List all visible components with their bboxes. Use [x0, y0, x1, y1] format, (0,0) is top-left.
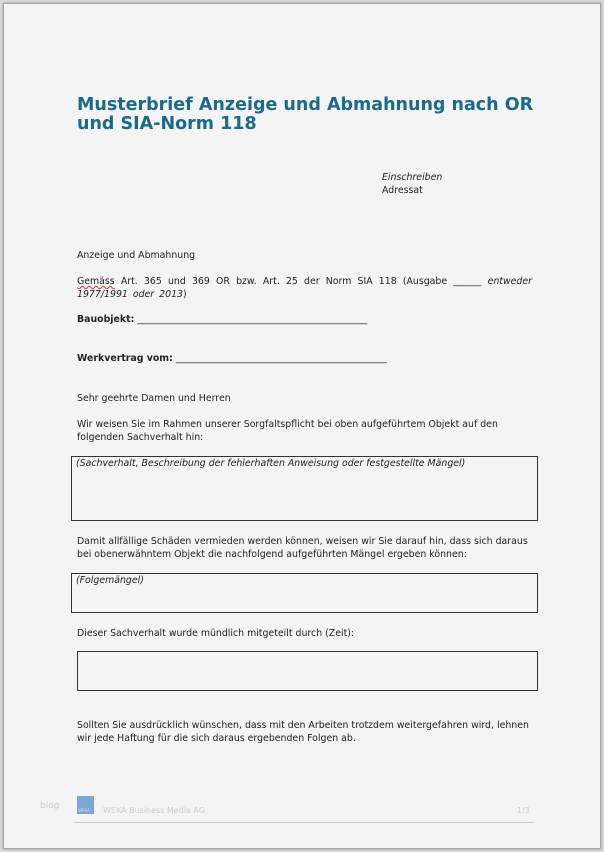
weka-logo-icon: [77, 796, 94, 814]
page-title: Musterbrief Anzeige und Abmahnung nach OR und SIA-Norm 118: [77, 95, 534, 134]
folgemaengel-placeholder: (Folgemängel): [76, 575, 144, 586]
werkvertrag-field[interactable]: [77, 352, 387, 365]
paragraph-3: Dieser Sachverhalt wurde mündlich mitgeteilt durch (Zeit):: [77, 628, 355, 639]
bauobjekt-field[interactable]: [77, 313, 367, 326]
legal-basis-italic: entweder 1977/1991 oder 2013: [77, 276, 532, 300]
werkvertrag-blank[interactable]: _____________________________________________: [175, 353, 387, 364]
legal-basis-text: Art. 365 und 369 OR bzw. Art. 25 der Norm SIA 118 (Ausgabe ______: [114, 276, 488, 287]
recipient-line2: Adressat: [382, 185, 423, 196]
zeit-box[interactable]: [77, 651, 538, 691]
legal-basis-close: ): [183, 289, 187, 300]
folgemaengel-box[interactable]: [71, 573, 538, 613]
paragraph-2: Damit allfällige Schäden vermieden werden können, weisen wir Sie darauf hin, dass sich daraus bei obenerwähntem Objekt die nachfolgend aufgeführten Mängel ergeben können:: [77, 536, 528, 560]
sachverhalt-box[interactable]: [71, 456, 538, 521]
subject: Anzeige und Abmahnung: [77, 250, 196, 261]
bauobjekt-label: Bauobjekt:: [77, 314, 135, 325]
document-page: [3, 3, 601, 849]
footer-page-number: 1/3: [517, 806, 530, 815]
logo-text: WEKA: [78, 808, 90, 813]
paragraph-4: Sollten Sie ausdrücklich wünschen, dass mit den Arbeiten trotzdem weitergefahren wird, lehnen wir jede Haftung für die sich daraus ergebenden Folgen ab.: [77, 720, 529, 744]
salutation: Sehr geehrte Damen und Herren: [77, 393, 231, 404]
misspelled-word: Gemäss: [77, 276, 115, 287]
footer-watermark: blog: [40, 801, 60, 811]
footer-company: WEKA Business Media AG: [103, 806, 206, 815]
paragraph-1: Wir weisen Sie im Rahmen unserer Sorgfaltspflicht bei oben aufgeführtem Objekt auf den folgenden Sachverhalt hin:: [77, 419, 498, 443]
legal-basis: [77, 275, 532, 301]
bauobjekt-blank[interactable]: _________________________________________________: [137, 314, 368, 325]
werkvertrag-label: Werkvertrag vom:: [77, 353, 173, 364]
footer-divider: [74, 822, 534, 823]
recipient-line1: Einschreiben: [382, 172, 443, 183]
sachverhalt-placeholder: (Sachverhalt, Beschreibung der fehlerhaften Anweisung oder festgestellte Mängel): [76, 458, 466, 469]
